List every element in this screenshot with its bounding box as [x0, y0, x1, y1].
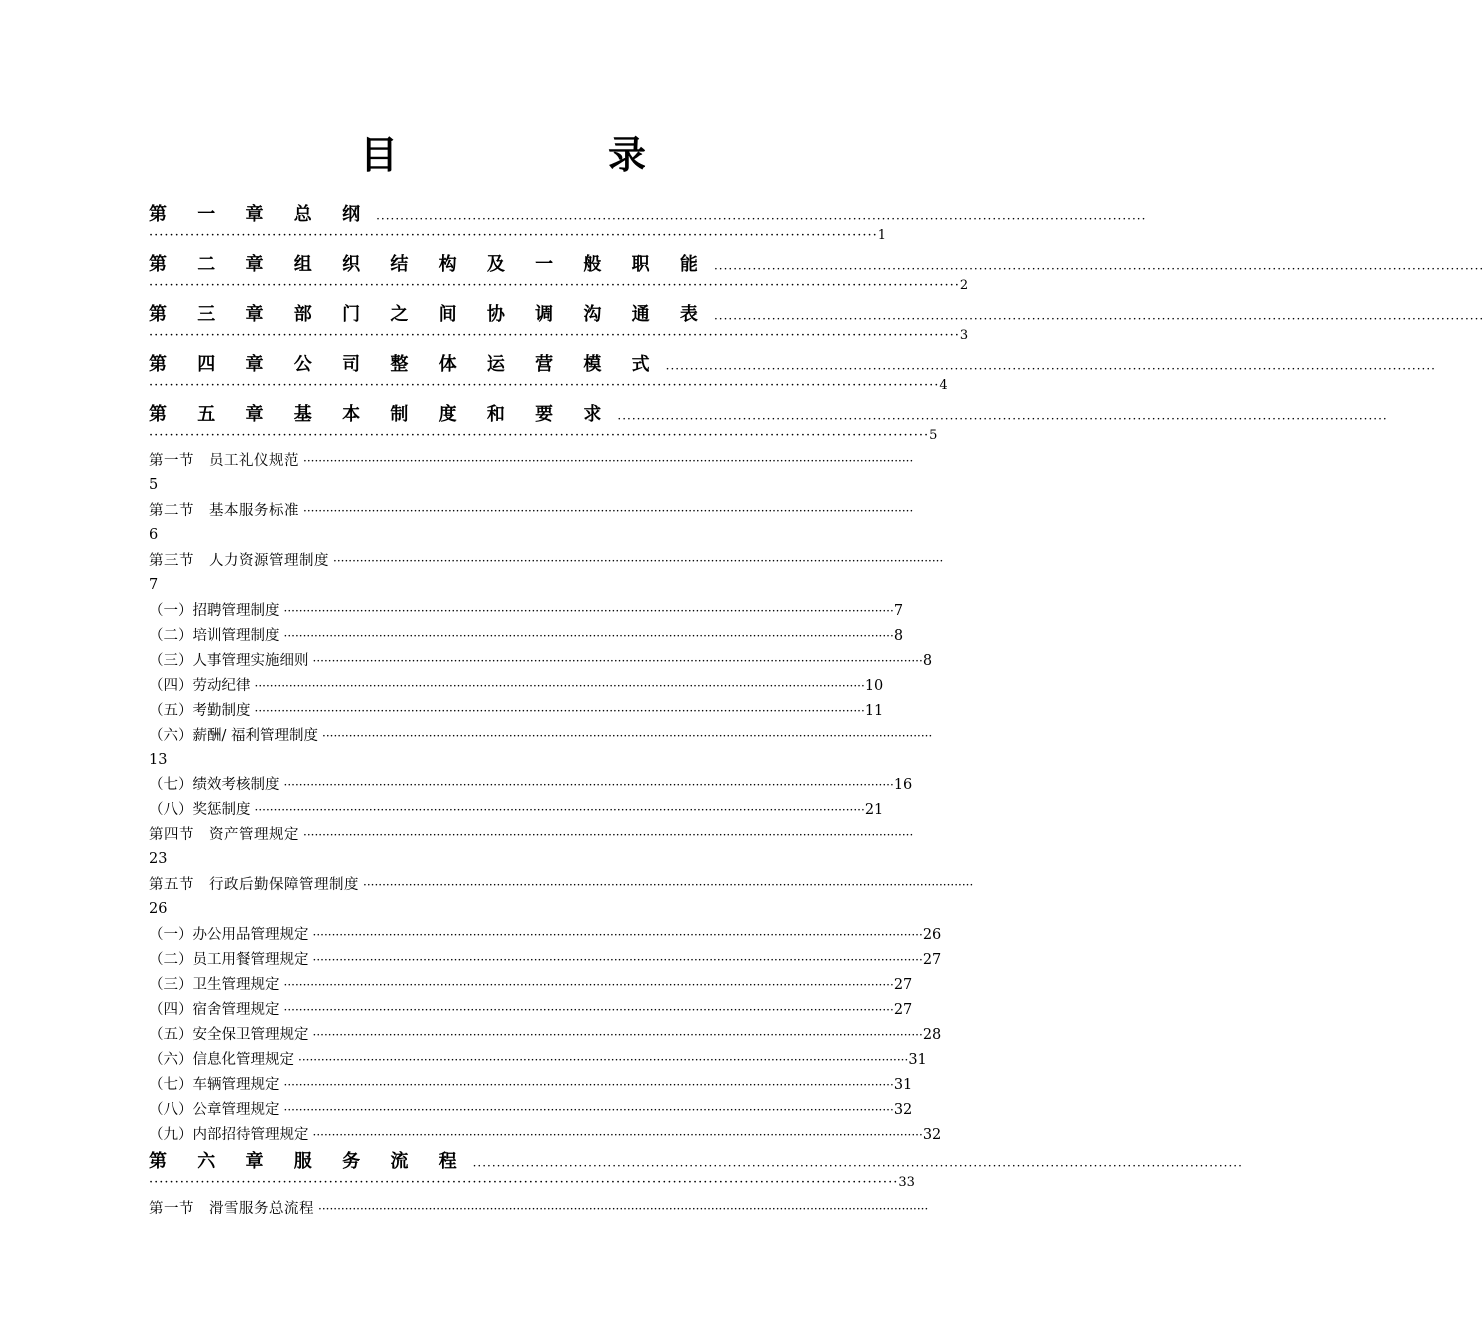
toc-entry-section[interactable]: [149, 1197, 803, 1221]
dot-leader: [313, 649, 923, 673]
toc-entry-line: [149, 998, 913, 1022]
toc-entry-continuation: [149, 473, 803, 497]
dot-leader: [313, 1123, 923, 1147]
toc-page-number: 31: [908, 1052, 927, 1068]
toc-entry-item[interactable]: [149, 674, 884, 698]
toc-entry-label: （六）薪酬/ 福利管理制度: [149, 728, 318, 744]
toc-page-number: 8: [893, 628, 904, 644]
dot-leader: [255, 798, 865, 822]
toc-page-number: 21: [864, 802, 884, 818]
toc-entry-line: [149, 1123, 942, 1147]
toc-entry-section[interactable]: [149, 549, 803, 597]
toc-entry-continuation: [149, 376, 948, 396]
toc-entry-label: （八）公章管理规定: [149, 1102, 280, 1118]
dot-leader: [303, 449, 913, 473]
toc-page-number: 32: [893, 1102, 913, 1118]
toc-entry-line: [149, 599, 904, 623]
toc-entry-chapter[interactable]: [149, 250, 969, 296]
toc-title-char-2: 录: [608, 133, 647, 177]
toc-entry-chapter[interactable]: [149, 200, 887, 246]
toc-entry-line: [149, 1023, 942, 1047]
toc-entry-section[interactable]: [149, 873, 803, 921]
dot-leader: [298, 1048, 908, 1072]
toc-entry-item[interactable]: [149, 1123, 942, 1147]
toc-entry-line: [149, 724, 803, 748]
toc-page-number: 7: [149, 577, 159, 593]
toc-entry-label: （二）培训管理制度: [149, 628, 280, 644]
toc-entry-label: 第五节 行政后勤保障管理制度: [149, 877, 359, 893]
toc-entry-continuation: [149, 523, 803, 547]
toc-page-number: 5: [149, 477, 159, 493]
toc-entry-chapter[interactable]: [149, 300, 969, 346]
toc-entry-line: [149, 1197, 803, 1221]
toc-page-number: 3: [959, 328, 969, 343]
dot-leader: [322, 724, 932, 748]
dot-leader: ·················· ·····: [149, 1175, 898, 1190]
toc-entry-item[interactable]: [149, 973, 913, 997]
toc-entry-label: （五）安全保卫管理规定: [149, 1027, 309, 1043]
dot-leader: [666, 362, 1436, 376]
toc-entry-item[interactable]: [149, 998, 913, 1022]
dot-leader: [284, 1098, 894, 1122]
dot-leader: [255, 674, 865, 698]
dot-leader: [363, 873, 973, 897]
toc-entry-line: [149, 699, 884, 723]
toc-entry-continuation: [149, 426, 938, 446]
toc-entry-label: 第一节 滑雪服务总流程: [149, 1201, 314, 1217]
toc-page-number: 11: [864, 703, 884, 719]
toc-entry-label: 第 一 章 总 纲: [149, 204, 373, 225]
toc-entry-line: [149, 549, 803, 573]
toc-entry-line: [149, 200, 803, 226]
toc-entry-item[interactable]: [149, 1098, 913, 1122]
toc-entry-section[interactable]: [149, 499, 803, 547]
toc-page-number: 33: [898, 1175, 915, 1190]
toc-entry-continuation: [149, 573, 803, 597]
toc-entry-label: （六）信息化管理规定: [149, 1052, 294, 1068]
toc-entry-line: [149, 773, 913, 797]
toc-entry-item[interactable]: [149, 699, 884, 723]
dot-leader: [284, 1073, 894, 1097]
toc-entry-label: 第三节 人力资源管理制度: [149, 553, 329, 569]
dot-leader: [284, 624, 894, 648]
toc-entry-line: [149, 300, 803, 326]
toc-entry-continuation: [149, 276, 969, 296]
toc-entry-label: （三）人事管理实施细则: [149, 653, 309, 669]
toc-entry-line: [149, 350, 803, 376]
toc-entry-item[interactable]: [149, 1073, 913, 1097]
toc-entry-line: [149, 449, 803, 473]
toc-entry-line: [149, 973, 913, 997]
toc-entry-label: 第 二 章 组 织 结 构 及 一 般 职 能: [149, 254, 710, 275]
dot-leader: ······························ ·····: [149, 328, 960, 343]
toc-entry-chapter[interactable]: [149, 350, 948, 396]
toc-entry-line: [149, 948, 942, 972]
dot-leader: [333, 549, 943, 573]
toc-entry-item[interactable]: [149, 724, 803, 772]
toc-entry-label: （一）办公用品管理规定: [149, 927, 309, 943]
toc-page-number: 6: [149, 527, 159, 543]
toc-entry-label: （九）内部招待管理规定: [149, 1127, 309, 1143]
dot-leader: [473, 1159, 1243, 1173]
toc-entry-chapter[interactable]: [149, 1147, 915, 1193]
toc-entry-line: [149, 923, 942, 947]
toc-page-number: 28: [922, 1027, 942, 1043]
dot-leader: ·············· ·····: [149, 228, 878, 243]
toc-title-char-1: 目: [360, 133, 399, 177]
dot-leader: [255, 699, 865, 723]
dot-leader: [714, 312, 1484, 326]
toc-page-number: 4: [939, 378, 948, 393]
toc-entry-section[interactable]: [149, 449, 803, 497]
toc-entry-line: [149, 798, 884, 822]
dot-leader: [284, 599, 894, 623]
toc-page-number: 26: [922, 927, 942, 943]
toc-entry-label: （五）考勤制度: [149, 703, 251, 719]
toc-page-number: 13: [149, 752, 168, 768]
dot-leader: [714, 262, 1484, 276]
toc-page-number: 5: [929, 428, 938, 443]
toc-entry-label: （八）奖惩制度: [149, 802, 251, 818]
toc-entry-label: 第 三 章 部 门 之 间 协 调 沟 通 表: [149, 304, 710, 325]
toc-entry-line: [149, 649, 933, 673]
toc-page-number: 27: [893, 1002, 913, 1018]
toc-entry-continuation: [149, 847, 803, 871]
toc-page-number: 31: [893, 1077, 913, 1093]
toc-entry-label: （七）车辆管理规定: [149, 1077, 280, 1093]
dot-leader: [313, 1023, 923, 1047]
toc-page-number: 32: [922, 1127, 942, 1143]
toc-entry-label: （二）员工用餐管理规定: [149, 952, 309, 968]
toc-page-number: 26: [149, 901, 168, 917]
toc-page-number: 8: [922, 653, 933, 669]
toc-entry-continuation: [149, 326, 969, 346]
dot-leader: [284, 773, 894, 797]
toc-entry-line: [149, 400, 803, 426]
toc-entry-label: （七）绩效考核制度: [149, 777, 280, 793]
toc-entry-line: [149, 823, 803, 847]
toc-entry-line: [149, 499, 803, 523]
dot-leader: [284, 973, 894, 997]
toc-page-number: 27: [922, 952, 942, 968]
toc-entry-line: [149, 674, 884, 698]
dot-leader: [303, 499, 913, 523]
toc-entry-continuation: [149, 748, 803, 772]
dot-leader: ·························· ·····: [149, 378, 939, 393]
toc-entry-label: （四）宿舍管理规定: [149, 1002, 280, 1018]
toc-entry-item[interactable]: [149, 923, 942, 947]
toc-entry-label: （三）卫生管理规定: [149, 977, 280, 993]
toc-entry-label: 第 五 章 基 本 制 度 和 要 求: [149, 404, 614, 425]
toc-entry-line: [149, 624, 904, 648]
toc-entry-continuation: [149, 897, 803, 921]
dot-leader: [617, 412, 1387, 426]
toc-entry-label: 第一节 员工礼仪规范: [149, 453, 299, 469]
toc-entry-line: [149, 873, 803, 897]
dot-leader: [313, 923, 923, 947]
toc-entry-line: [149, 1147, 803, 1173]
toc-entry-item[interactable]: [149, 624, 904, 648]
dot-leader: ······························ ·····: [149, 278, 960, 293]
toc-entry-item[interactable]: [149, 1023, 942, 1047]
toc-entry-item[interactable]: [149, 948, 942, 972]
dot-leader: [303, 823, 913, 847]
toc-page-number: 23: [149, 851, 168, 867]
dot-leader: ························ ·····: [149, 428, 929, 443]
toc-page-number: 10: [864, 678, 884, 694]
dot-leader: [284, 998, 894, 1022]
toc-entry-label: 第 六 章 服 务 流 程: [149, 1151, 469, 1172]
toc-entry-label: （一）招聘管理制度: [149, 603, 280, 619]
dot-leader: [318, 1197, 928, 1221]
toc-page-number: 16: [893, 777, 913, 793]
toc-entry-continuation: [149, 226, 887, 246]
toc-entry-label: 第四节 资产管理规定: [149, 827, 299, 843]
toc-entry-label: 第二节 基本服务标准: [149, 503, 299, 519]
toc-entry-item[interactable]: [149, 649, 933, 673]
toc-entry-item[interactable]: [149, 599, 904, 623]
toc-entry-section[interactable]: [149, 823, 803, 871]
toc-entry-item[interactable]: [149, 1048, 927, 1072]
toc-page-number: 27: [893, 977, 913, 993]
toc-entry-line: [149, 1073, 913, 1097]
toc-entry-label: 第 四 章 公 司 整 体 运 营 模 式: [149, 354, 662, 375]
toc-entry-item[interactable]: [149, 798, 884, 822]
toc-entry-line: [149, 1098, 913, 1122]
dot-leader: [313, 948, 923, 972]
dot-leader: [376, 212, 1146, 226]
toc-entry-line: [149, 1048, 927, 1072]
toc-entry-line: [149, 250, 803, 276]
toc-entry-chapter[interactable]: [149, 400, 938, 446]
toc-entry-label: （四）劳动纪律: [149, 678, 251, 694]
toc-page-number: 7: [893, 603, 904, 619]
toc-entry-item[interactable]: [149, 773, 913, 797]
toc-page-number: 1: [877, 228, 887, 243]
toc-entry-continuation: [149, 1173, 915, 1193]
toc-page-number: 2: [959, 278, 969, 293]
toc-title: [0, 124, 950, 180]
